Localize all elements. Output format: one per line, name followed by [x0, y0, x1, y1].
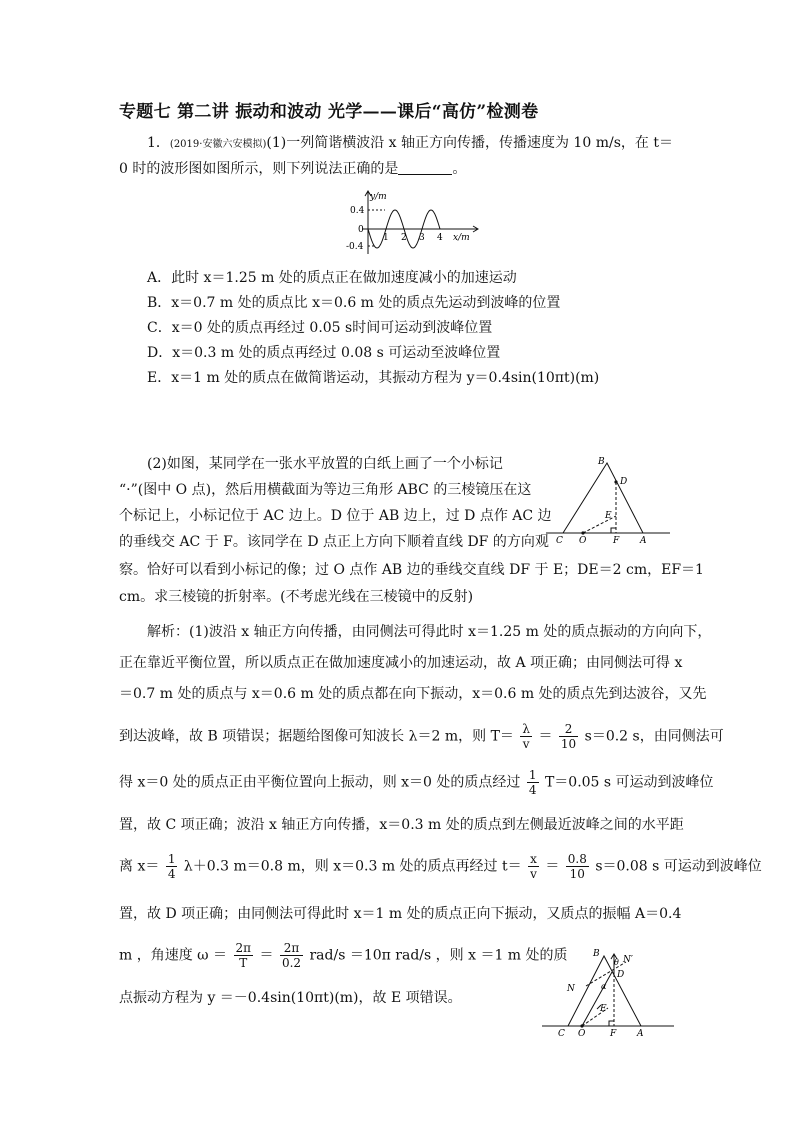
fraction-numerator: 2π	[280, 941, 303, 956]
q1-stem-line2	[119, 159, 466, 179]
refracted-ray	[582, 972, 612, 1026]
x-tick-label: 4	[437, 233, 443, 243]
q2-line: (2)如图，某同学在一张水平放置的白纸上画了一个小标记	[147, 456, 503, 472]
label-alpha: α	[601, 982, 607, 991]
q2-line: 的垂线交 AC 于 F。该同学在 D 点正上方向下顺着直线 DF 的方向观	[119, 534, 549, 550]
fraction	[234, 941, 254, 970]
solution-line: 点振动方程为 y ＝－0.4sin(10πt)(m)，故 E 项错误。	[119, 990, 462, 1006]
fraction	[566, 852, 589, 881]
fraction-numerator: 1	[528, 768, 537, 782]
fraction	[520, 722, 532, 751]
q1-number: 1．	[147, 135, 170, 151]
q1-stem-part2-b: 。	[452, 161, 467, 177]
q1-source: (2019·安徽六安模拟)	[169, 139, 267, 150]
q1-stem-part1: (1)一列简谐横波沿 x 轴正方向传播，传播速度为 10 m/s，在 t＝	[266, 135, 673, 151]
solution-text: rad/s ＝10π rad/s ，则 x ＝1 m 处的质	[309, 947, 568, 964]
label-b: B	[593, 949, 600, 959]
fraction-denominator: 4	[167, 867, 176, 881]
label-o: O	[578, 1029, 586, 1038]
solution-line	[119, 768, 714, 797]
fraction-denominator: v	[522, 737, 530, 751]
option-a: A．此时 x＝1.25 m 处的质点正在做加速度减小的加速运动	[147, 270, 517, 286]
fraction-denominator: T	[239, 956, 248, 970]
x-tick-label: 2	[401, 233, 407, 243]
solution-line: 置，故 C 项正确；波沿 x 轴正方向传播，x＝0.3 m 处的质点到左侧最近波峰之间的水平距	[119, 817, 684, 833]
label-f: F	[610, 1029, 617, 1038]
fraction-denominator: 10	[560, 737, 577, 751]
right-angle-mark	[611, 528, 616, 533]
point-o-dot	[580, 1024, 583, 1027]
fraction-denominator: 0.2	[281, 956, 302, 970]
label-e: E	[605, 511, 612, 521]
y-axis-label: y/m	[370, 192, 387, 202]
solution-line: 置，故 D 项正确；由同侧法可得此时 x＝1 m 处的质点正向下振动，又质点的振幅 A＝0.4	[119, 906, 682, 922]
solution-text: T＝0.05 s 可运动到波峰位	[544, 774, 714, 791]
fraction	[166, 852, 178, 881]
solution-line: ＝0.7 m 处的质点与 x＝0.6 m 处的质点都在向下振动，x＝0.6 m 处的质点先到达波谷，又先	[119, 686, 707, 702]
fraction-numerator: λ	[522, 722, 530, 736]
fraction-numerator: 2π	[235, 941, 252, 955]
q2-line: 个标记上，小标记位于 AC 边上。D 位于 AB 边上，过 D 点作 AC 边	[119, 508, 552, 524]
fraction	[559, 722, 578, 751]
solution-line: 正在靠近平衡位置，所以质点正在做加速度减小的加速运动，故 A 项正确；由同侧法可得 x	[119, 655, 683, 671]
label-a: A	[640, 536, 647, 546]
label-a: A	[637, 1029, 644, 1038]
prism-triangle	[568, 956, 641, 1026]
fraction	[527, 768, 539, 797]
solution-line	[119, 722, 724, 751]
solution-text: 到达波峰，故 B 项错误；据题给图像可知波长 λ＝2 m，则 T＝	[119, 728, 514, 745]
solution-text: s＝0.2 s，由同侧法可	[584, 728, 724, 745]
label-n-prime: N′	[623, 955, 633, 965]
label-n: N	[567, 984, 575, 994]
point-o-dot	[581, 531, 584, 534]
fraction-numerator: 1	[167, 852, 176, 866]
label-theta: θ	[614, 958, 619, 967]
fraction-denominator: 10	[569, 867, 585, 881]
solution-text: ＝	[538, 728, 553, 745]
label-c: C	[558, 1029, 565, 1038]
fraction	[528, 852, 539, 881]
fraction-denominator: 4	[528, 783, 537, 797]
wave-graph	[340, 188, 490, 258]
solution-text: s＝0.08 s 可运动到波峰位	[595, 858, 762, 875]
y-tick-label: 0	[358, 225, 364, 235]
label-f: F	[613, 536, 620, 546]
label-d: D	[617, 970, 625, 980]
x-tick-label: 1	[383, 233, 389, 243]
q2-line: 察。恰好可以看到小标记的像；过 O 点作 AB 边的垂线交直线 DF 于 E；DE＝2 cm，EF＝1	[119, 562, 704, 578]
label-o: O	[579, 536, 587, 546]
label-c: C	[556, 536, 563, 546]
option-d: D．x＝0.3 m 处的质点再经过 0.08 s 可运动至波峰位置	[147, 345, 501, 361]
solution-text: 离 x＝	[119, 858, 160, 875]
page-title: 专题七 第二讲 振动和波动 光学——课后“高仿”检测卷	[119, 102, 539, 122]
solution-text: ＝	[259, 947, 274, 964]
option-b: B．x＝0.7 m 处的质点比 x＝0.6 m 处的质点先运动到波峰的位置	[147, 295, 561, 311]
solution-line: 解析：(1)波沿 x 轴正方向传播，由同侧法可得此时 x＝1.25 m 处的质点振动的方向向下，	[147, 624, 712, 640]
fraction-numerator: 0.8	[567, 852, 587, 866]
fraction-numerator: x	[530, 852, 537, 866]
solution-line	[119, 941, 568, 970]
option-c: C．x＝0 处的质点再经过 0.05 s时间可运动到波峰位置	[147, 320, 493, 336]
q1-stem-line1	[147, 133, 673, 155]
q2-line: “·”(图中 O 点)，然后用横截面为等边三角形 ABC 的三棱镜压在这	[119, 482, 532, 498]
x-tick-label: 3	[419, 233, 425, 243]
answer-blank	[398, 160, 452, 175]
label-e: E	[600, 1004, 607, 1014]
y-tick-label: -0.4	[346, 242, 364, 252]
label-b: B	[598, 457, 605, 467]
prism-diagram	[538, 452, 678, 548]
label-d: D	[620, 477, 628, 487]
x-axis-label: x/m	[453, 233, 470, 243]
y-tick-label: 0.4	[350, 206, 365, 216]
solution-text: ＝	[545, 858, 560, 875]
q2-line: cm。求三棱镜的折射率。(不考虑光线在三棱镜中的反射)	[119, 589, 474, 605]
prism-refraction-diagram	[538, 944, 678, 1038]
solution-text: λ＋0.3 m＝0.8 m，则 x＝0.3 m 处的质点再经过 t＝	[183, 858, 522, 875]
solution-line	[119, 852, 762, 881]
solution-text: 得 x＝0 处的质点正由平衡位置向上振动，则 x＝0 处的质点经过	[119, 774, 521, 791]
fraction	[280, 941, 303, 970]
fraction-denominator: v	[530, 867, 537, 881]
fraction-numerator: 2	[559, 722, 578, 737]
point-d-dot	[614, 480, 617, 483]
solution-text: m ，角速度 ω ＝	[119, 947, 228, 964]
right-angle-mark	[609, 1021, 614, 1026]
option-e: E．x＝1 m 处的质点在做简谐运动，其振动方程为 y＝0.4sin(10πt)(m)	[147, 370, 600, 386]
q1-stem-part2-a: 0 时的波形图如图所示，则下列说法正确的是	[119, 161, 399, 177]
